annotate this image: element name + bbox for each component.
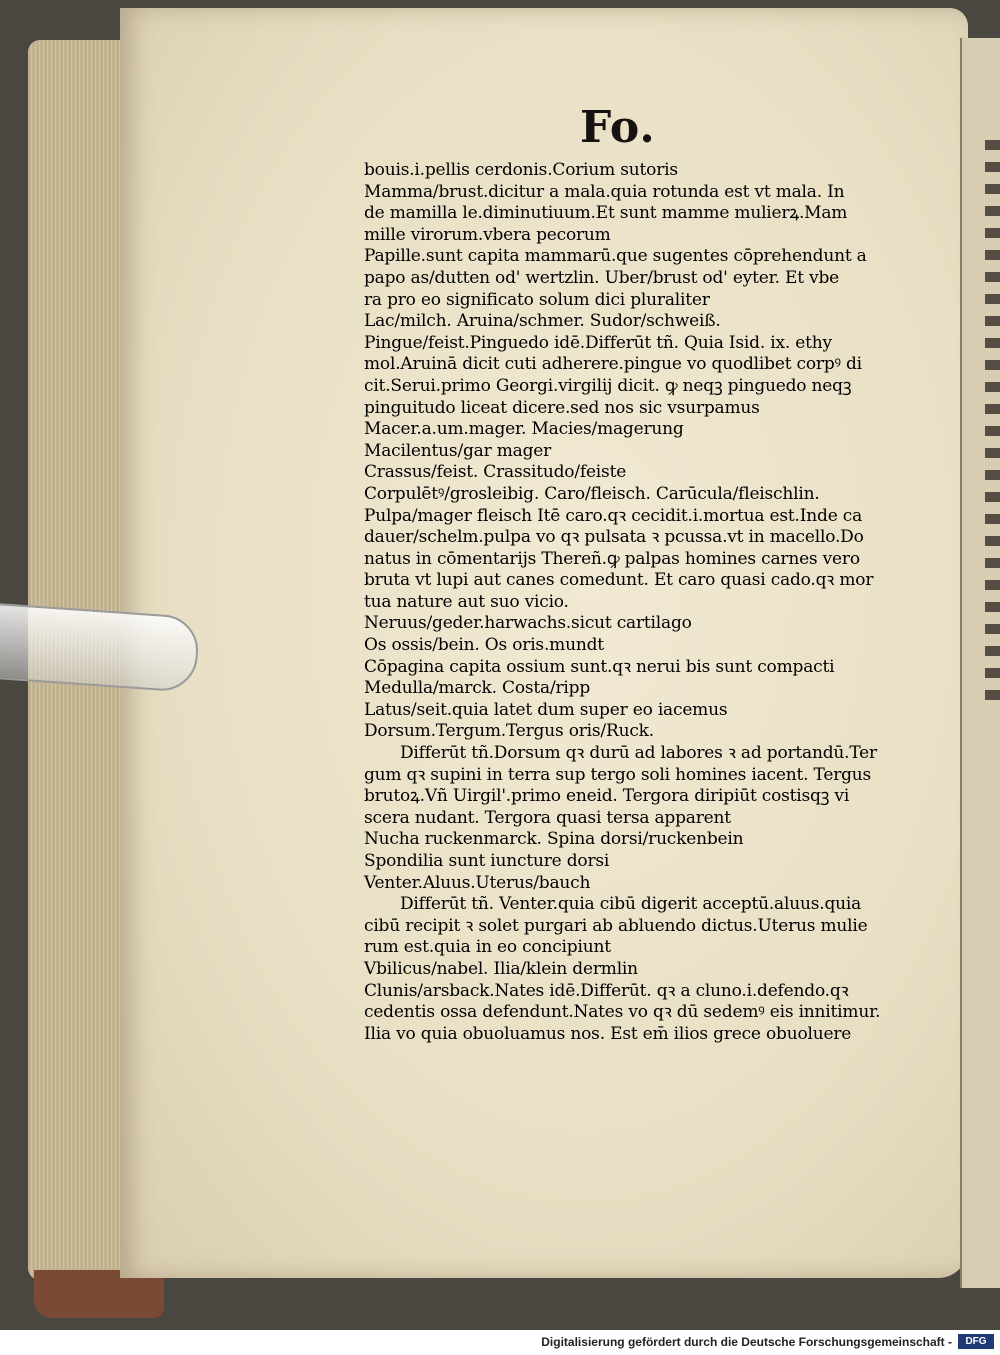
funding-credit: Digitalisierung gefördert durch die Deutsche Forschungsgemeinschaft - <box>541 1335 952 1349</box>
text-line: Neruus/geder.harwachs.sicut cartilago <box>364 613 692 634</box>
text-line: Macer.a.um.mager. Macies/magerung <box>364 419 684 440</box>
text-line: Ilia vo quia obuoluamus nos. Est em̄ ilios grece obuoluere <box>364 1023 852 1044</box>
text-line: Venter.Aluus.Uterus/bauch <box>364 872 591 893</box>
footer-bar <box>0 1330 1000 1355</box>
text-line: Cōpagina capita ossium sunt.qꝛ nerui bis sunt compacti <box>364 656 835 677</box>
text-line: tua nature aut suo vicio. <box>364 591 569 612</box>
text-line: dauer/schelm.pulpa vo qꝛ pulsata ꝛ pcussa.vt in macello.Do <box>364 527 864 548</box>
text-line: Papille.sunt capita mammarū.que sugentes cōprehendunt a <box>364 246 867 267</box>
text-line: Latus/seit.quia latet dum super eo iacemus <box>364 699 728 720</box>
text-line: papo as/dutten od' wertzlin. Uber/brust od' eyter. Et vbe <box>364 267 840 288</box>
text-line: natus in cōmentarijs Thereñ.ꝙ palpas homines carnes vero <box>364 548 860 569</box>
text-line: Os ossis/bein. Os oris.mundt <box>364 635 604 656</box>
text-line: cibū recipit ꝛ solet purgari ab abluendo dictus.Uterus mulie <box>364 915 868 936</box>
text-line: Mamma/brust.dicitur a mala.quia rotunda est vt mala. In <box>364 181 845 202</box>
text-line: Nucha ruckenmarck. Spina dorsi/ruckenbein <box>364 829 744 850</box>
text-line: Differūt tñ.Dorsum qꝛ durū ad labores ꝛ ad portandū.Ter <box>400 743 877 764</box>
text-line: Lac/milch. Aruina/schmer. Sudor/schweiß. <box>364 311 721 332</box>
text-line: bruta vt lupi aut canes comedunt. Et caro quasi cado.qꝛ mor <box>364 570 874 591</box>
facing-page-text <box>985 140 1000 700</box>
folio-heading: Fo. <box>580 102 656 153</box>
text-line: brutoꝝ.Vñ Uirgil'.primo eneid. Tergora diripiūt costisqꝫ vi <box>364 786 850 807</box>
text-line: Spondilia sunt iuncture dorsi <box>364 851 610 871</box>
text-line: scera nudant. Tergora quasi tersa apparent <box>364 807 731 828</box>
text-line: pinguitudo liceat dicere.sed nos sic vsurpamus <box>364 397 760 418</box>
plastic-page-holder <box>0 603 200 693</box>
text-line: de mamilla le.diminutiuum.Et sunt mamme mulierꝝ.Mam <box>364 203 848 224</box>
text-line: cit.Serui.primo Georgi.virgilij dicit. ꝙ neqꝫ pinguedo neqꝫ <box>364 375 852 396</box>
text-body <box>364 160 880 1045</box>
dfg-logo: DFG <box>958 1334 994 1349</box>
text-line: Corpulētꝰ/grosleibig. Caro/fleisch. Carūcula/fleischlin. <box>364 483 820 504</box>
text-line: ra pro eo significato solum dici pluraliter <box>364 289 710 310</box>
text-line: Pingue/feist.Pinguedo idē.Differūt tñ. Quia Isid. ix. ethy <box>364 332 832 353</box>
text-line: Crassus/feist. Crassitudo/feiste <box>364 462 627 483</box>
text-line: gum qꝛ supini in terra sup tergo soli homines iacent. Tergus <box>364 764 872 785</box>
text-line: Medulla/marck. Costa/ripp <box>364 678 591 699</box>
text-line: Differūt tñ. Venter.quia cibū digerit acceptū.aluus.quia <box>400 894 862 915</box>
text-line: cedentis ossa defendunt.Nates vo qꝛ dū sedemꝰ eis innitimur. <box>364 1002 881 1023</box>
text-line: Vbilicus/nabel. Ilia/klein dermlin <box>364 958 638 979</box>
text-line: rum est.quia in eo concipiunt <box>364 937 611 958</box>
text-line: Macilentus/gar mager <box>364 440 552 461</box>
text-line: Dorsum.Tergum.Tergus oris/Ruck. <box>364 721 654 742</box>
text-line: mille virorum.vbera pecorum <box>364 224 611 245</box>
text-line: mol.Aruinā dicit cuti adherere.pingue vo quodlibet corpꝰ di <box>364 354 862 375</box>
text-line: Pulpa/mager fleisch Itē caro.qꝛ cecidit.i.mortua est.Inde ca <box>364 505 863 526</box>
text-line: bouis.i.pellis cerdonis.Corium sutoris <box>364 160 678 180</box>
text-line: Clunis/arsback.Nates idē.Differūt. qꝛ a cluno.i.defendo.qꝛ <box>364 980 849 1001</box>
